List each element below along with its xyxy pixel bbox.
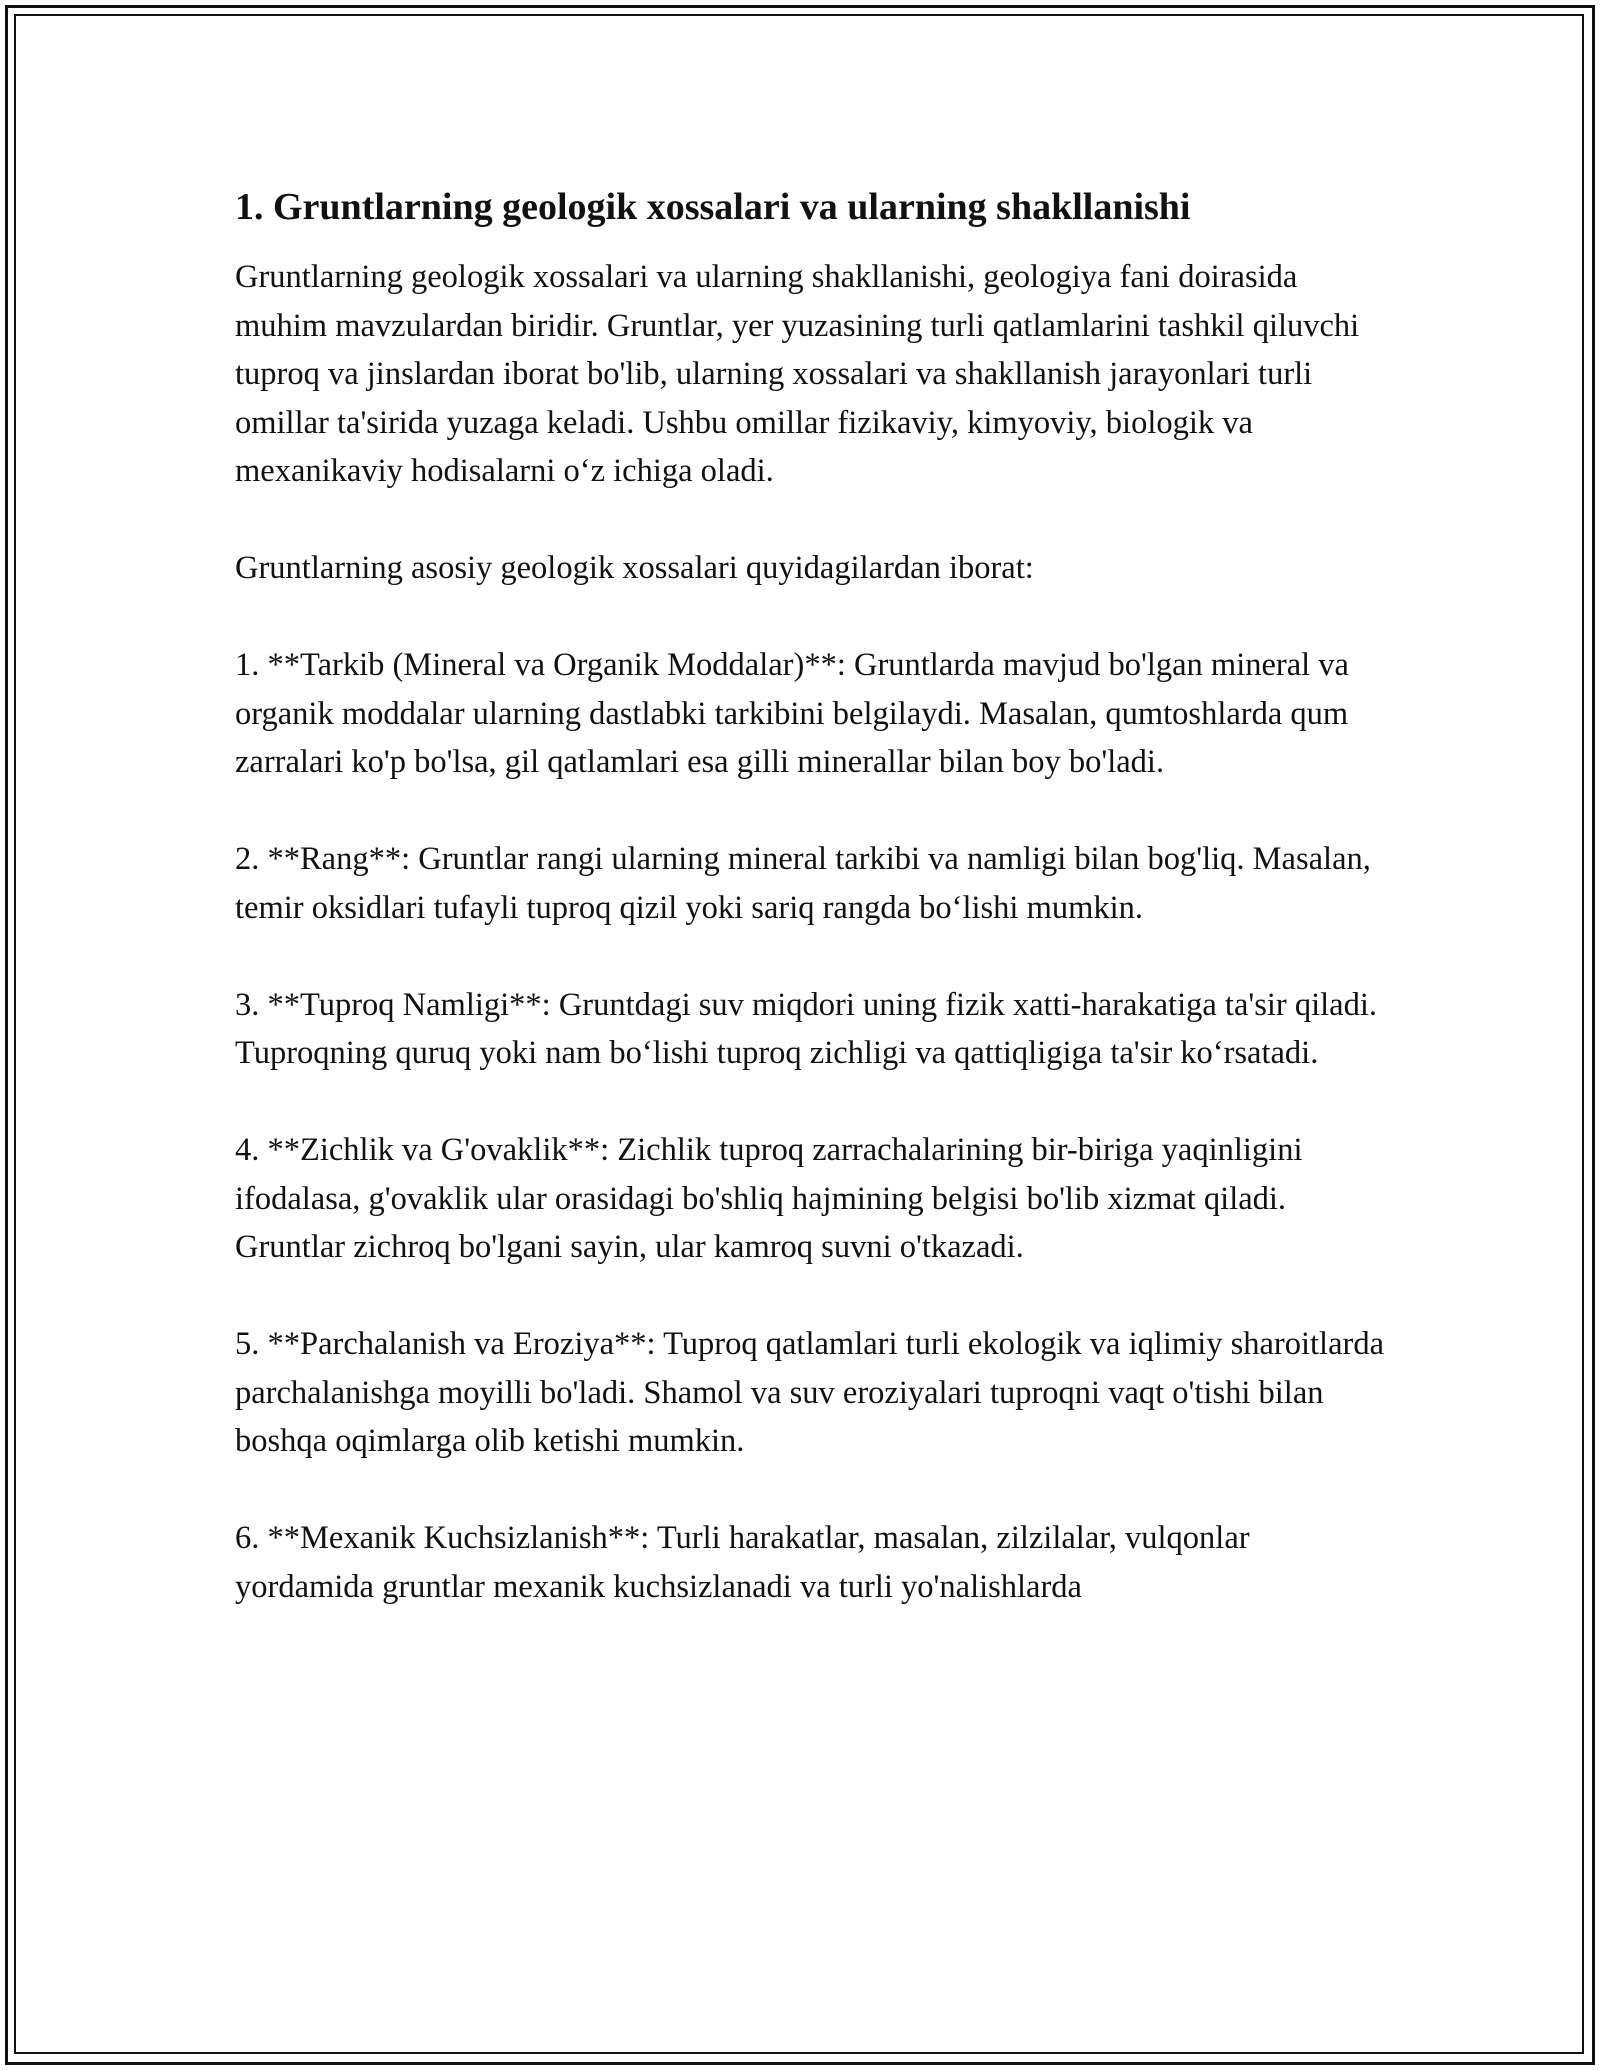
list-item-mechanical-weakening: 6. **Mexanik Kuchsizlanish**: Turli harakatlar, masalan, zilzilalar, vulqonlar yordamida gruntlar mexanik kuchsizlanadi va turli yo'nalishlarda bbox=[235, 1520, 1250, 1605]
intro-paragraph: Gruntlarning geologik xossalari va ularning shakllanishi, geologiya fani doirasida muhim mavzulardan biridir. Gruntlar, yer yuzasining turli qatlamlarini tashkil qiluvchi tuproq va jinslardan iborat bo'lib, ularning xossalari va shakllanish jarayonlari turli omillar ta'sirida yuzaga keladi. Ushbu omillar fizikaviy, kimyoviy, biologik va mexanikaviy hodisalarni o‘z ichiga oladi. bbox=[235, 259, 1360, 489]
page-title: 1. Gruntlarning geologik xossalari va ularning shakllanishi bbox=[235, 186, 1191, 228]
list-item-density-porosity: 4. **Zichlik va G'ovaklik**: Zichlik tuproq zarrachalarining bir-biriga yaqinligini ifodalasa, g'ovaklik ular orasidagi bo'shliq hajmining belgisi bo'lib xizmat qiladi. Gruntlar zichroq bo'lgani sayin, ular kamroq suvni o'tkazadi. bbox=[235, 1132, 1303, 1265]
list-item-composition: 1. **Tarkib (Mineral va Organik Moddalar)**: Gruntlarda mavjud bo'lgan mineral va organik moddalar ularning dastlabki tarkibini belgilaydi. Masalan, qumtoshlarda qum zarralari ko'p bo'lsa, gil qatlamlari esa gilli minerallar bilan boy bo'ladi. bbox=[235, 647, 1349, 780]
list-item-color: 2. **Rang**: Gruntlar rangi ularning mineral tarkibi va namligi bilan bog'liq. Masalan, temir oksidlari tufayli tuproq qizil yoki sariq rangda bo‘lishi mumkin. bbox=[235, 841, 1371, 926]
list-item-moisture: 3. **Tuproq Namligi**: Gruntdagi suv miqdori uning fizik xatti-harakatiga ta'sir qiladi. Tuproqning quruq yoki nam bo‘lishi tuproq zichligi va qattiqligiga ta'sir ko‘rsatadi. bbox=[235, 986, 1377, 1071]
list-intro-paragraph: Gruntlarning asosiy geologik xossalari quyidagilardan iborat: bbox=[235, 550, 1034, 586]
document-body bbox=[235, 183, 1395, 1660]
list-item-erosion: 5. **Parchalanish va Eroziya**: Tuproq qatlamlari turli ekologik va iqlimiy sharoitlarda parchalanishga moyilli bo'ladi. Shamol va suv eroziyalari tuproqni vaqt o'tishi bilan boshqa oqimlarga olib ketishi mumkin. bbox=[235, 1326, 1385, 1459]
